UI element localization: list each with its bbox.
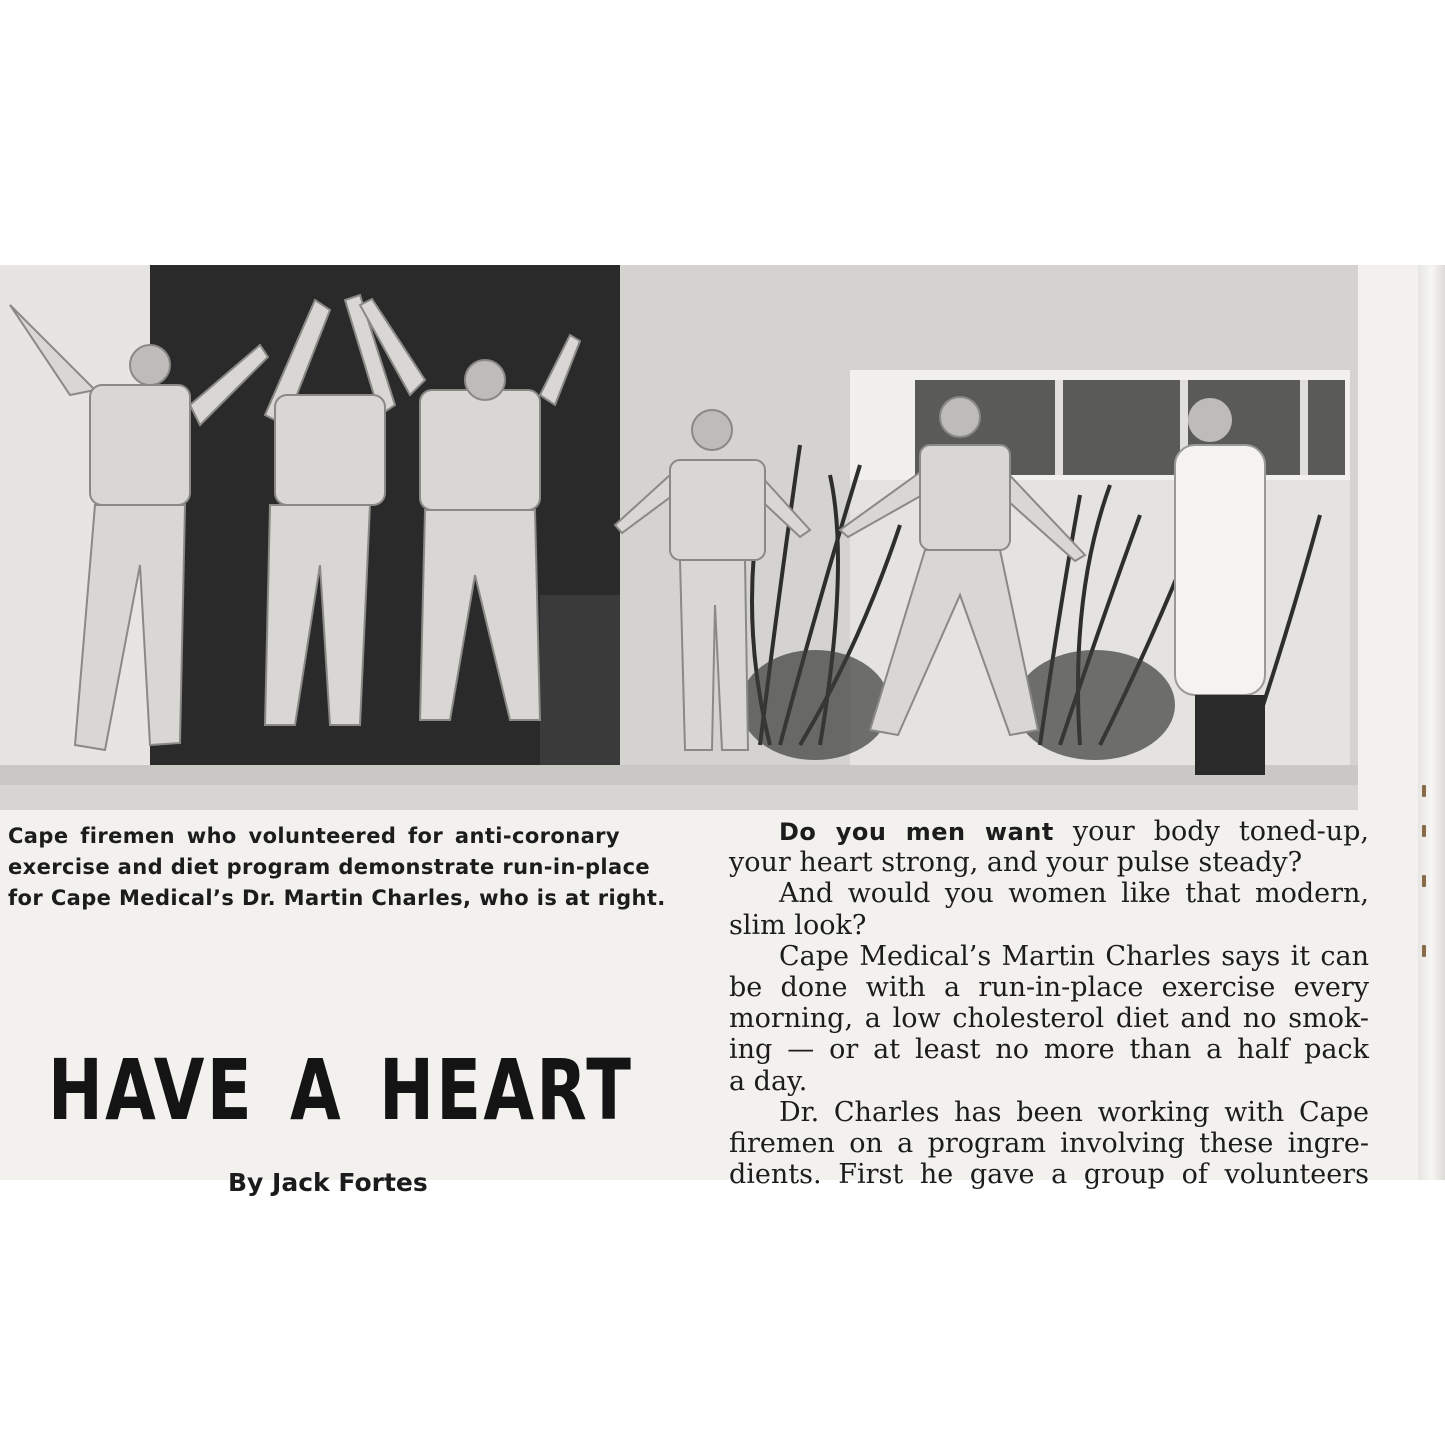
article-line: And would you women like that modern,	[779, 878, 1369, 910]
article-line: morning, a low cholesterol diet and no smok-	[729, 1003, 1369, 1035]
article-line: firemen on a program involving these ingre-	[729, 1127, 1369, 1159]
article-line: Dr. Charles has been working with Cape	[779, 1096, 1369, 1128]
caption-line: for Cape Medical’s Dr. Martin Charles, who is at right.	[8, 886, 666, 910]
magazine-page	[0, 265, 1445, 1197]
article-byline: By Jack Fortes	[228, 1168, 428, 1197]
photo-illustration	[0, 265, 1358, 810]
staple-marks	[1418, 785, 1428, 985]
photo-firemen-exercising	[0, 265, 1358, 810]
article-line: Cape Medical’s Martin Charles says it can	[779, 940, 1369, 972]
article-line-text: your body toned-up,	[1053, 816, 1369, 847]
caption-line: exercise and diet program demonstrate run-in-place	[8, 855, 651, 879]
article-body	[729, 816, 1369, 1191]
page-edge	[1418, 265, 1445, 1180]
article-line: be done with a run-in-place exercise every	[729, 971, 1369, 1003]
caption-line: Cape firemen who volunteered for anti-coronary	[8, 824, 620, 848]
photo-caption	[8, 821, 666, 914]
article-line: ing — or at least no more than a half pack	[729, 1034, 1369, 1066]
article-line: a day.	[729, 1065, 808, 1097]
article-headline: HAVE A HEART	[48, 1041, 634, 1139]
article-line: slim look?	[729, 909, 867, 941]
article-line: your heart strong, and your pulse steady?	[729, 847, 1303, 879]
article-line	[729, 816, 1369, 847]
article-line: dients. First he gave a group of volunteers	[729, 1159, 1369, 1191]
article-lead-in: Do you men want	[779, 818, 1054, 846]
